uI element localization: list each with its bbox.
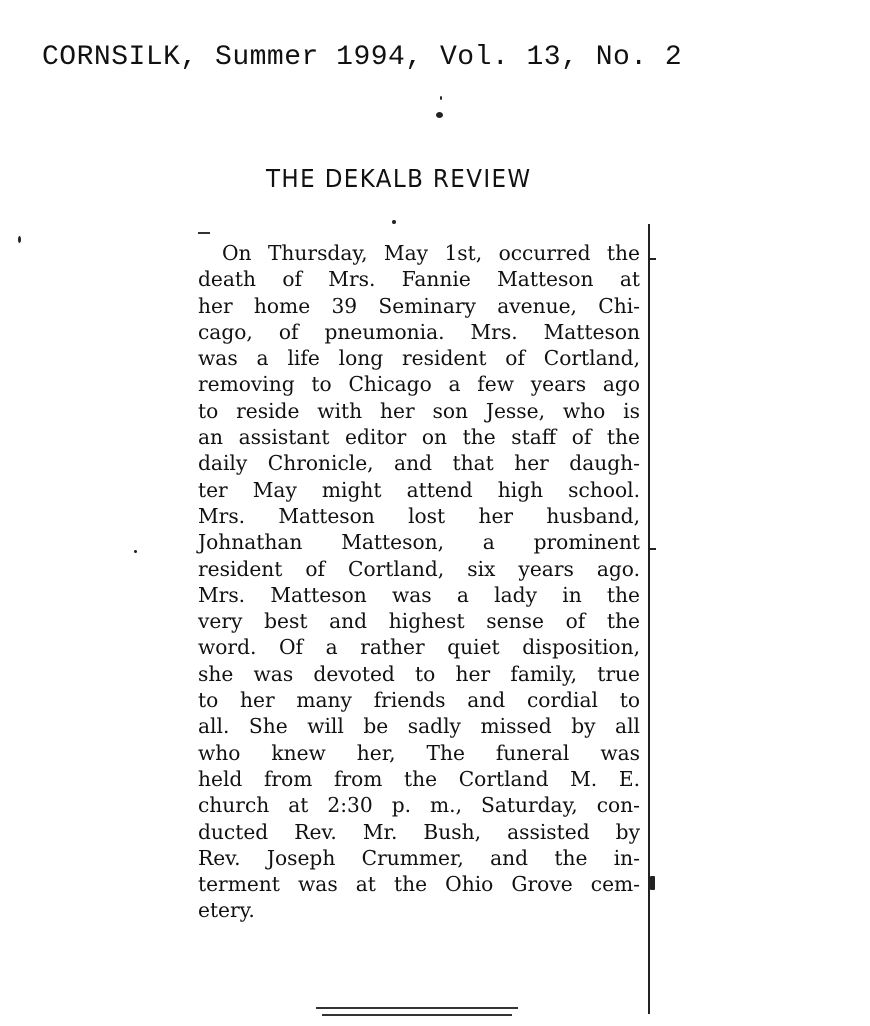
article-line: very best and highest sense of the	[198, 609, 640, 634]
article-line: an assistant editor on the staff of the	[198, 425, 640, 450]
article-line: church at 2:30 p. m., Saturday, con-	[198, 793, 640, 818]
column-rule-tick	[650, 548, 656, 550]
scan-speck	[650, 876, 655, 890]
article-line: terment was at the Ohio Grove cem-	[198, 872, 640, 897]
article-line: ter May might attend high school.	[198, 477, 640, 502]
article-line: held from from the Cortland M. E.	[198, 766, 640, 791]
end-rule	[322, 1014, 512, 1016]
article-line: daily Chronicle, and that her daugh-	[198, 451, 640, 476]
article-line: to her many friends and cordial to	[198, 688, 640, 713]
article-line: to reside with her son Jesse, who is	[198, 398, 640, 423]
scan-speck	[134, 550, 137, 553]
article-line: cago, of pneumonia. Mrs. Matteson	[198, 319, 640, 344]
end-rule	[316, 1007, 518, 1009]
article-line: was a life long resident of Cortland,	[198, 346, 640, 371]
article-line: death of Mrs. Fannie Matteson at	[198, 267, 640, 292]
article-line: etery.	[198, 898, 255, 923]
article-line: removing to Chicago a few years ago	[198, 372, 640, 397]
scan-speck	[440, 96, 442, 100]
scan-speck	[392, 220, 396, 224]
article-title: THE DEKALB REVIEW	[266, 164, 532, 193]
top-dash-rule	[198, 232, 210, 234]
article-line: Mrs. Matteson lost her husband,	[198, 503, 640, 528]
article-line: all. She will be sadly missed by all	[198, 714, 640, 739]
article-line: resident of Cortland, six years ago.	[198, 556, 640, 581]
article-line: Johnathan Matteson, a prominent	[198, 530, 640, 555]
article-line: she was devoted to her family, true	[198, 661, 640, 686]
article-line: her home 39 Seminary avenue, Chi-	[198, 293, 640, 318]
article-line: On Thursday, May 1st, occurred the	[222, 241, 640, 265]
article-line: who knew her, The funeral was	[198, 740, 640, 765]
column-rule	[648, 224, 650, 1014]
article-line: word. Of a rather quiet disposition,	[198, 635, 640, 660]
scan-speck	[436, 112, 443, 118]
article-line: Mrs. Matteson was a lady in the	[198, 582, 640, 607]
scan-speck	[18, 236, 21, 243]
column-rule-tick	[650, 258, 656, 260]
article-line: ducted Rev. Mr. Bush, assisted by	[198, 819, 640, 844]
article-line: Rev. Joseph Crummer, and the in-	[198, 845, 640, 870]
article-body	[198, 240, 640, 924]
publication-header: CORNSILK, Summer 1994, Vol. 13, No. 2	[42, 42, 683, 73]
